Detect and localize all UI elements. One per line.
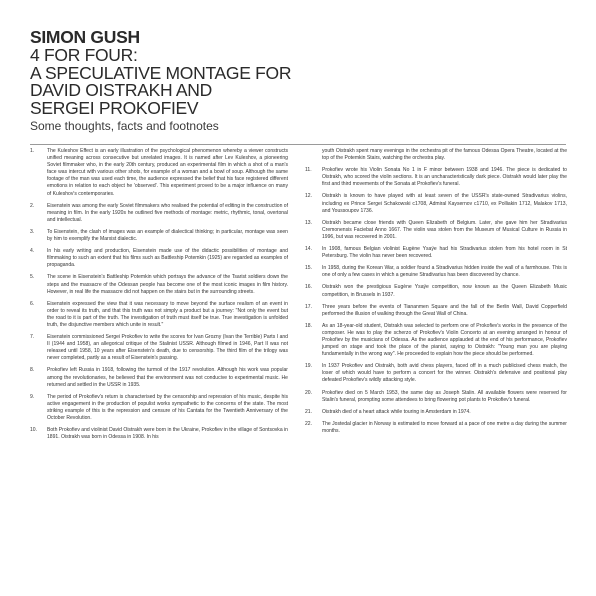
note-10-continuation: youth Oistrakh spent many evenings in the orchestra pit of the famous Odessa Opera Theatre, located at the top of the Potemkin Stairs, watching the orchestra play.	[322, 148, 567, 162]
footnote-text: Oistrakh won the prestigious Eugène Ysaÿe competition, now known as the Queen Elizabeth Music competition, in Brussels in 1937.	[322, 284, 567, 298]
left-column	[30, 148, 288, 446]
title-line-3: DAVID OISTRAKH AND	[30, 80, 212, 100]
footnote-text: Oistrakh died of a heart attack while touring in Amsterdam in 1974.	[322, 408, 471, 415]
footnote-text: In 1937 Prokofiev and Oistrakh, both avid chess players, faced off in a much publicised chess match, the loser of which would have to perform a concert for the winner. Oistrakh's defensive and positional play defeated Prokofiev's wildly attacking style.	[322, 363, 567, 384]
footnote-number: 6.	[30, 300, 35, 307]
footnote-item	[305, 246, 567, 260]
footnote-number: 19.	[305, 363, 313, 370]
title-line-4: SERGEI PROKOFIEV	[30, 97, 199, 118]
footnote-text: The Jostedal glacier in Norway is estimated to move forward at a pace of one metre a day during the summer months.	[322, 420, 567, 434]
footnote-number: 12.	[305, 193, 313, 200]
footnote-item	[305, 167, 567, 188]
footnote-number: 10.	[30, 427, 38, 434]
footnote-text: Both Prokofiev and violinist David Oistrakh were born in the Ukraine, Prokofiev in the village of Sontsovka in 1891. Oistrakh was born in Odessa in 1908. In his	[47, 427, 288, 441]
footnote-text: To Eisenstein, the clash of images was an example of dialectical thinking; in particular, montage was seen by him to exemplify the Marxist dialectic.	[47, 228, 288, 243]
footnote-text: Eisenstein commissioned Sergei Prokofiev to write the scores for Ivan Grozny (Ivan the Terrible) Parts I and II (1944 and 1958), an allegorical critique of the Stalinist USSR. Although filmed in 1946, Part II was not released until 1958, 10 years after Eisenstein's death, due to censorship. The third film of the trilogy was never completed, partly as a result of Eisenstein's passing.	[47, 334, 288, 362]
footnote-text: Prokofiev died on 5 March 1953, the same day as Joseph Stalin. All available flowers were reserved for Stalin's funeral, prompting some attendees to bring flowering pot plants to Prokofiev's funeral.	[322, 389, 567, 403]
title-block	[30, 28, 410, 134]
footnote-item	[30, 248, 288, 269]
footnote-text: Prokofiev wrote his Violin Sonata No 1 in F minor between 1938 and 1946. The piece is dedicated to Oistrakh, who scored the violin sections. It is an uncharacteristically dark piece. Oistrakh would later play the first and third movements of the Sonata at Prokofiev's funeral.	[322, 167, 567, 188]
footnote-number: 20.	[305, 389, 313, 396]
footnote-number: 21.	[305, 408, 313, 415]
footnote-text: In his early writing and production, Eisenstein made use of the didactic possibilities of montage and filmmaking to such an extent that his films such as Battleship Potemkin (1925) are regarded as examples of propaganda.	[47, 248, 288, 269]
footnote-item	[305, 323, 567, 358]
title-line-2: A SPECULATIVE MONTAGE FOR	[30, 62, 292, 83]
right-column	[305, 148, 567, 440]
footnote-item	[30, 301, 288, 329]
header-divider	[30, 144, 566, 145]
footnote-item	[30, 148, 288, 198]
footnote-item	[305, 409, 567, 416]
footnote-text: The period of Prokofiev's return is characterised by the censorship and repression of his music, despite his active engagement in the production of populist works sympathetic to the concerns of the state. The most striking example of this is the repression and censure of his Cantata for the Twentieth Anniversary of the October Revolution.	[47, 393, 288, 421]
footnote-number: 8.	[30, 367, 35, 374]
footnote-item	[30, 427, 288, 441]
footnote-number: 16.	[305, 284, 313, 291]
footnote-number: 14.	[305, 246, 313, 253]
footnote-item	[30, 394, 288, 422]
footnote-item	[30, 203, 288, 224]
footnote-text: Oistrakh became close friends with Queen Elizabeth of Belgium. Later, she gave him her Stradivarius Cremonensis Faciebat Anno 1667. The violin was stolen from the Museum of Musical Culture in Russia in 1996, but was recovered in 2001.	[322, 219, 567, 240]
footnote-item	[305, 390, 567, 404]
footnote-item	[305, 363, 567, 384]
footnote-item	[305, 304, 567, 318]
footnote-number: 9.	[30, 393, 35, 400]
footnote-number: 13.	[305, 219, 313, 226]
footnote-text: The scene in Eisenstein's Battleship Potemkin which portrays the advance of the Tsarist soldiers down the steps and the massacre of the Odessan people has become one of the most iconic images in film history. However, in real life the massacre did not happen on the stairs but in the surrounding streets.	[47, 274, 288, 295]
notes-list-right	[305, 167, 567, 435]
footnote-item	[305, 421, 567, 435]
footnote-item	[30, 367, 288, 388]
footnote-text: Eisenstein was among the early Soviet filmmakers who realised the potential of editing in the construction of meaning in film. In the early 1920s he outlined five methods of montage: metric, rhythmic, tonal, overtonal and intellectual.	[47, 202, 288, 223]
footnote-number: 1.	[30, 148, 35, 154]
title-line-1: 4 FOR FOUR:	[30, 45, 138, 65]
footnote-number: 4.	[30, 248, 35, 255]
footnote-text: In 1958, during the Korean War, a soldier found a Stradivarius hidden inside the wall of a farmhouse. This is one of only a few cases in which a genuine Stradivarius has been discovered by chance.	[322, 265, 567, 279]
footnote-text: In 1908, famous Belgian violinist Eugène Ysaÿe had his Stradivarius stolen from his hotel room in St Petersburg. The violin has never been recovered.	[322, 246, 567, 260]
footnote-number: 18.	[305, 322, 313, 329]
footnote-number: 2.	[30, 202, 35, 209]
footnote-text: Oistrakh is known to have played with at least seven of the USSR's state-owned Stradivarius violins, including ex Prince Sergei Schakowski c1708, Admiral Kaysernov c1710, ex Polliakin 1712, Malakov 1713, and Youssoupov 1736.	[322, 193, 567, 214]
footnote-item	[305, 284, 567, 298]
footnote-number: 7.	[30, 334, 35, 341]
footnote-number: 15.	[305, 265, 313, 272]
footnote-text: Eisenstein expressed the view that it was necessary to move beyond the surface realism of an event in order to reveal its truth, and that this truth was not simply a product but a journey: "Not only the event but the road to it is part of the truth. The investigation of truth must itself be true. True investigation is unfolded truth, the disjunctive members which unite in result."	[47, 300, 288, 328]
footnote-item	[30, 274, 288, 295]
footnote-text: The Kuleshov Effect is an early illustration of the psychological phenomenon whereby a viewer constructs unified meaning across consecutive but unrelated images. It is named after Lev Kuleshov, a pioneering Soviet filmmaker who, in the early 20th century, produced an experimental film in which a shot of a man's face was intercut with various other shots, for example of a woman and a bowl of soup. Although the same footage of the man was used each time, the audience expressed the belief that his face registered different emotions in relation to each object he 'observed'. This experiment proved to be a major influence on many of Kuleshov's contemporaries.	[47, 148, 288, 197]
subtitle: Some thoughts, facts and footnotes	[30, 119, 219, 133]
footnote-text: Three years before the events of Tiananmen Square and the fall of the Berlin Wall, David Copperfield performed the illusion of walking through the Great Wall of China.	[322, 303, 567, 317]
footnote-number: 17.	[305, 303, 313, 310]
footnote-item	[305, 265, 567, 279]
footnote-number: 5.	[30, 274, 35, 281]
footnote-text: Prokofiev left Russia in 1918, following the turmoil of the 1917 revolution. Although his work was popular among the revolutionaries, he believed that the environment was not conducive to experimental music. He returned and settled in the USSR in 1935.	[47, 367, 288, 388]
footnote-number: 3.	[30, 228, 35, 235]
footnote-number: 11.	[305, 167, 312, 174]
author-name: SIMON GUSH	[30, 27, 140, 47]
footnote-item	[305, 193, 567, 214]
footnote-item	[305, 220, 567, 241]
footnote-number: 22.	[305, 420, 313, 427]
footnote-text: As an 18-year-old student, Oistrakh was selected to perform one of Prokofiev's works in the presence of the composer. He was to play the scherzo of Prokofiev's Violin Concerto at an evening arranged in honour of Prokofiev by the musicians of Odessa. As the audience applauded at the end of his performance, Prokofiev jumped on stage and took the place of the pianist, saying to Oistrakh: "Young man you are playing fundamentally in the wrong way". He proceeded to explain how the piece should be performed.	[322, 322, 567, 358]
footnote-item	[30, 334, 288, 362]
footnote-item	[30, 229, 288, 243]
notes-list-left	[30, 148, 288, 441]
